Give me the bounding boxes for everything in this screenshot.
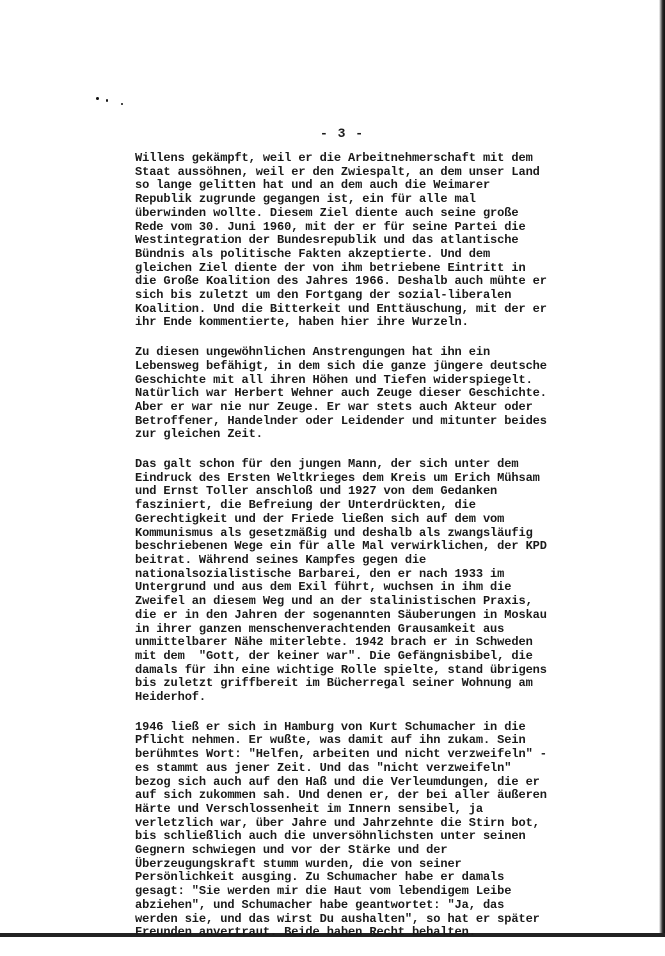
paragraph-4: [135, 721, 605, 940]
scan-speck: [106, 99, 108, 102]
text-line: Zweifel an diesem Weg und an der stalinistischen Praxis,: [135, 594, 533, 609]
text-line: Heiderhof.: [135, 690, 207, 705]
text-line: Kommunismus als gesetzmäßig und deshalb als zwangsläufig: [135, 525, 533, 540]
text-line: es stammt aus jener Zeit. Und das "nicht verzweifeln": [135, 760, 512, 775]
text-line: Gerechtigkeit und der Friede ließen sich auf dem vom: [135, 511, 505, 526]
text-line: Eindruck des Ersten Weltkrieges dem Kreis um Erich Mühsam: [135, 470, 540, 485]
text-line: Pflicht nehmen. Er wußte, was damit auf ihn zukam. Sein: [135, 733, 526, 748]
text-line: Persönlichkeit ausging. Zu Schumacher habe er damals: [135, 870, 505, 885]
text-line: Natürlich war Herbert Wehner auch Zeuge dieser Geschichte.: [135, 386, 547, 401]
text-line: ihr Ende kommentierte, haben hier ihre Wurzeln.: [135, 315, 469, 330]
paragraph-3: [135, 458, 605, 705]
text-line: Willens gekämpft, weil er die Arbeitnehmerschaft mit dem: [135, 151, 533, 165]
text-line: Überzeugungskraft stumm wurden, die von seiner: [135, 856, 462, 871]
text-line: damals für ihn eine wichtige Rolle spielte, stand übrigens: [135, 662, 547, 677]
text-line: nationalsozialistische Barbarei, den er nach 1933 im: [135, 566, 505, 581]
text-line: so lange gelitten hat und an dem auch die Weimarer: [135, 178, 491, 193]
text-line: auf sich zukommen sah. Und denen er, der bei aller äußeren: [135, 788, 547, 803]
text-line: und Ernst Toller anschloß und 1927 von dem Gedanken: [135, 484, 498, 499]
text-line: Härte und Verschlossenheit im Innern sensibel, ja: [135, 801, 483, 816]
text-line: bezog sich auch auf den Haß und die Verleumdungen, die er: [135, 774, 540, 789]
scan-speck: [96, 97, 99, 100]
text-line: bis schließlich auch die unversöhnlichsten unter seinen: [135, 829, 526, 844]
text-line: mit dem "Gott, der keiner war". Die Gefängnisbibel, die: [135, 648, 533, 663]
text-line: werden sie, und das wirst Du aushalten", so hat er später: [135, 911, 540, 926]
text-line: Das galt schon für den jungen Mann, der sich unter dem: [135, 457, 519, 472]
text-line: gesagt: "Sie werden mir die Haut vom lebendigem Leibe: [135, 884, 512, 899]
text-line: bis zuletzt griffbereit im Bücherregal seiner Wohnung am: [135, 676, 533, 691]
scan-speck: [121, 103, 123, 105]
text-line: die er in den Jahren der sogenannten Säuberungen in Moskau: [135, 607, 547, 622]
body-text: [135, 152, 605, 956]
text-line: fasziniert, die Befreiung der Unterdrückten, die: [135, 498, 476, 513]
text-line: zur gleichen Zeit.: [135, 427, 263, 442]
text-line: Untergrund und aus dem Exil führt, wuchsen in ihm die: [135, 580, 512, 595]
text-line: Bündnis als politische Fakten akzeptierte. Und dem: [135, 246, 491, 261]
text-line: überwinden wollte. Diesem Ziel diente auch seine große: [135, 205, 519, 220]
text-line: unmittelbarer Nähe miterlebte. 1942 brach er in Schweden: [135, 635, 533, 650]
text-line: Republik zugrunde gegangen ist, ein für alle mal: [135, 192, 476, 207]
text-line: Aber er war nie nur Zeuge. Er war stets auch Akteur oder: [135, 399, 533, 414]
text-line: verletzlich war, über Jahre und Jahrzehnte die Stirn bot,: [135, 815, 540, 830]
text-line: Rede vom 30. Juni 1960, mit der er für seine Partei die: [135, 219, 526, 234]
text-line: Freunden anvertraut. Beide haben Recht behalten.: [135, 925, 476, 940]
text-line: Geschichte mit all ihren Höhen und Tiefen widerspiegelt.: [135, 372, 533, 387]
text-line: Westintegration der Bundesrepublik und das atlantische: [135, 233, 519, 248]
text-line: Staat aussöhnen, weil er den Zwiespalt, an dem unser Land: [135, 164, 540, 179]
text-line: beitrat. Während seines Kampfes gegen die: [135, 552, 427, 567]
text-line: Lebensweg befähigt, in dem sich die ganze jüngere deutsche: [135, 358, 547, 373]
text-line: Zu diesen ungewöhnlichen Anstrengungen hat ihn ein: [135, 345, 491, 360]
text-line: Koalition. Und die Bitterkeit und Enttäuschung, mit der er: [135, 301, 547, 316]
text-line: berühmtes Wort: "Helfen, arbeiten und nicht verzweifeln" -: [135, 747, 547, 762]
page-number: - 3 -: [320, 126, 365, 141]
text-line: Betroffener, Handelnder oder Leidender und mitunter beides: [135, 413, 547, 428]
paragraph-1: [135, 152, 605, 330]
text-line: gleichen Ziel diente der von ihm betriebene Eintritt in: [135, 260, 526, 275]
text-line: abziehen", und Schumacher habe geantwortet: "Ja, das: [135, 897, 505, 912]
text-line: die Große Koalition des Jahres 1966. Deshalb auch mühte er: [135, 274, 547, 289]
text-line: Gegnern schwiegen und vor der Stärke und der: [135, 843, 448, 858]
text-line: 1946 ließ er sich in Hamburg von Kurt Schumacher in die: [135, 719, 526, 734]
text-line: sich bis zuletzt um den Fortgang der sozial-liberalen: [135, 288, 512, 303]
scan-edge-right: [659, 0, 665, 937]
text-line: beschriebenen Wege ein für alle Mal verwirklichen, der KPD: [135, 539, 547, 554]
paragraph-2: [135, 346, 605, 442]
text-line: in ihrer ganzen menschenverachtenden Grausamkeit aus: [135, 621, 505, 636]
